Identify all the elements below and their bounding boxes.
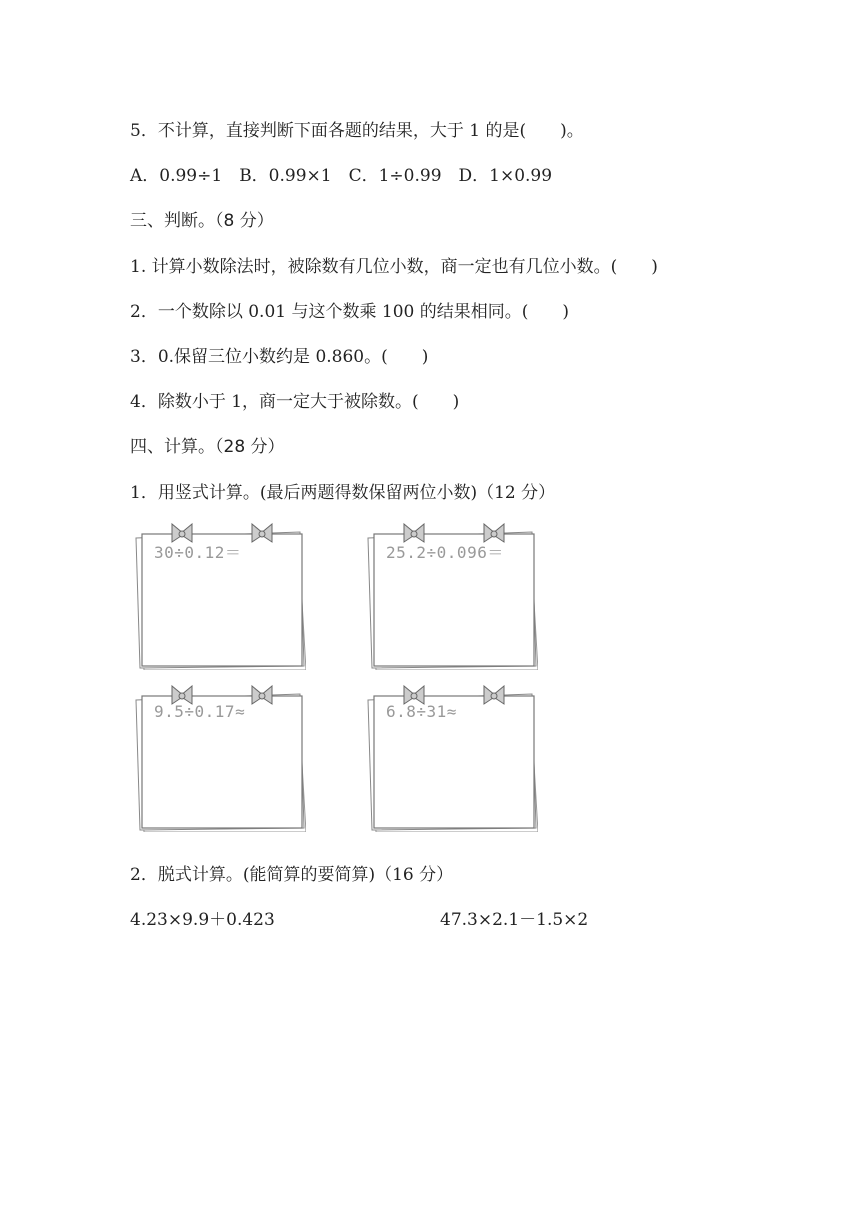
expr-1: 4.23×9.9＋0.423 (130, 910, 275, 930)
section4-title: 四、计算。（28 分） (130, 437, 285, 457)
section3-title: 三、判断。（8 分） (130, 211, 274, 231)
note-card-4 (366, 682, 538, 832)
q5-options: A．0.99÷1 B．0.99×1 C．1÷0.99 D．1×0.99 (130, 166, 553, 186)
card-expression: 30÷0.12＝ (154, 543, 242, 562)
judge-item-1: 1. 计算小数除法时，被除数有几位小数，商一定也有几位小数。( ) (130, 257, 658, 277)
card-expression: 9.5÷0.17≈ (154, 702, 246, 721)
calc-part1-instruction: 1．用竖式计算。(最后两题得数保留两位小数)（12 分） (130, 483, 556, 503)
q5-stem: 5．不计算，直接判断下面各题的结果，大于 1 的是( )。 (130, 121, 584, 141)
judge-item-2: 2．一个数除以 0.01 与这个数乘 100 的结果相同。( ) (130, 302, 569, 322)
calc-part2-instruction: 2．脱式计算。(能简算的要简算)（16 分） (130, 865, 454, 885)
note-card-3 (134, 682, 306, 832)
expr-2: 47.3×2.1－1.5×2 (440, 910, 589, 930)
judge-item-4: 4．除数小于 1，商一定大于被除数。( ) (130, 392, 460, 412)
card-expression: 25.2÷0.096＝ (386, 543, 504, 562)
judge-item-3: 3．0.保留三位小数约是 0.860。( ) (130, 347, 429, 367)
note-card-2 (366, 520, 538, 670)
card-expression: 6.8÷31≈ (386, 702, 457, 721)
note-card-1 (134, 520, 306, 670)
